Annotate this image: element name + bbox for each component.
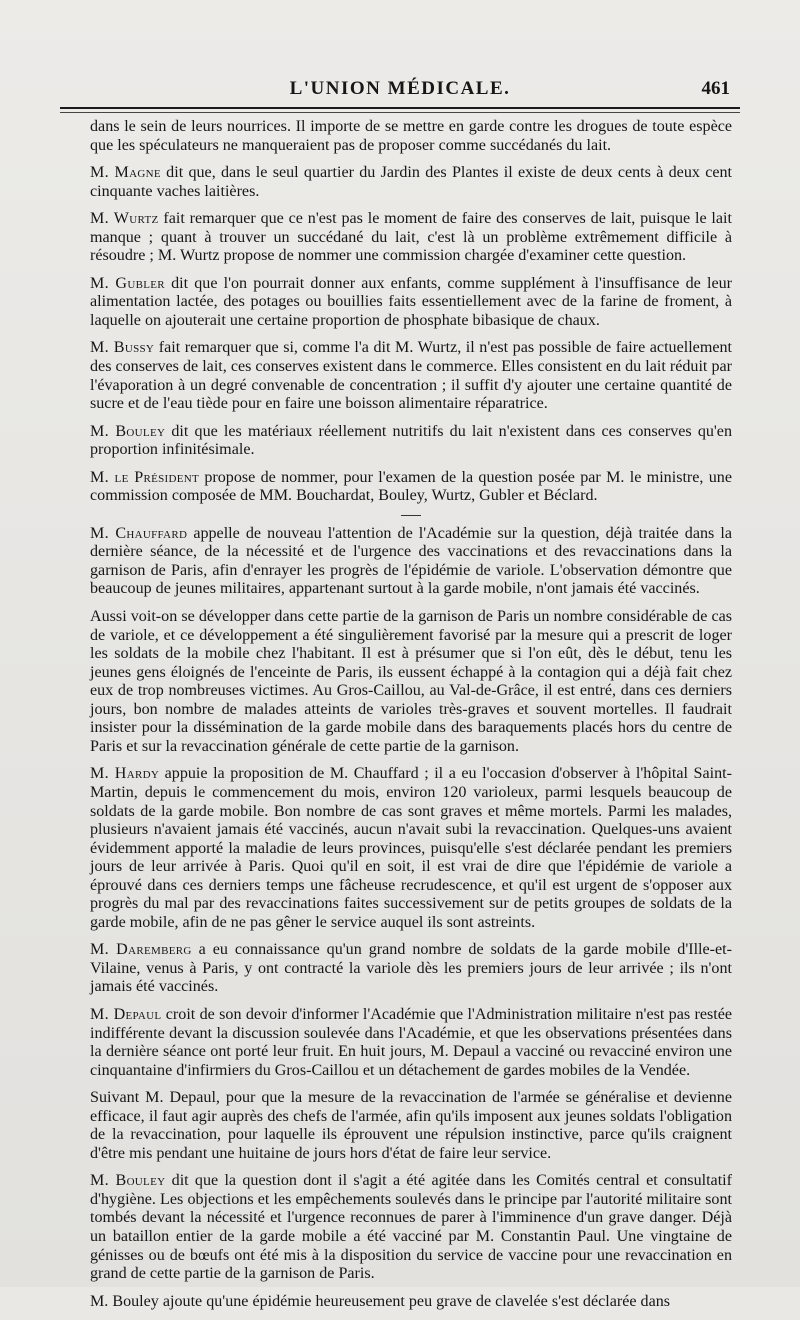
speaker-name: M. Magne [90,164,161,182]
paragraph [90,1006,732,1080]
speaker-name: M. Daremberg [90,941,192,959]
paragraph-text: propose de nommer, pour l'examen de la question posée par M. le ministre, une commission composée de MM. Bouchardat, Bouley, Wurtz, Gubler et Béclard. [90,468,733,505]
speaker-name: M. Gubler [90,274,165,292]
paragraph-text: dit que les matériaux réellement nutritifs du lait n'existent dans ces conserves qu'en proportion infinitésimale. [90,422,732,459]
page-header [60,78,740,104]
speaker-name: M. Chauffard [90,524,188,542]
speaker-name: M. Wurtz [90,210,159,228]
speaker-name: M. Bouley [90,1172,166,1190]
paragraph-text: Suivant M. Depaul, pour que la mesure de la revaccination de l'armée se généralise et devienne efficace, il faut agir auprès des chefs de l'armée, afin qu'ils imposent aux jeunes soldats l'obligation de la revaccination, pour laquelle ils éprouvent une répulsion instinctive, parce qu'ils craignent d'être mis pendant une huitaine de jours hors d'état de faire leur service. [90,1089,732,1162]
paragraph-text: a eu connaissance qu'un grand nombre de soldats de la garde mobile d'Ille-et-Vilaine, venus à Paris, y ont contracté la variole dès les premiers jours de leur arrivée ; ils n'ont jamais été vaccinés. [90,941,733,996]
paragraph-text: appuie la proposition de M. Chauffard ; il a eu l'occasion d'observer à l'hôpital Saint-Martin, depuis le commencement du mois, environ 120 varioleux, parmi lesquels beaucoup de soldats de la garde mobile. Bon nombre de cas sont graves et même mortels. Parmi les malades, plusieurs n'avaient jamais été vaccinés, aucun n'avait subi la revaccination. Quelques-uns avaient évidemment apporté la maladie de leurs provinces, puisqu'elle s'est déclarée pendant les premiers jours de leur arrivée à Paris. Quoi qu'il en soit, il est vrai de dire que l'épidémie de variole a éprouvé dans ces derniers temps une fâcheuse recrudescence, et qu'il est urgent de s'opposer aux progrès du mal par des revaccinations faites successivement sur de petits groupes de soldats de la garde mobile, afin de ne pas gêner le service auquel ils sont astreints. [90,765,732,931]
paragraph [90,1089,732,1163]
speaker-name: M. Depaul [90,1005,162,1023]
paragraph-text: fait remarquer que si, comme l'a dit M. Wurtz, il n'est pas possible de faire actuellement des conserves de lait, ces conserves existent dans le commerce. Elles consistent en du lait réduit par l'évaporation à un degré convenable de concentration ; il suffit d'y ajouter une certaine quantité de sucre et de l'eau tiède pour en faire une boisson alimentaire réparatrice. [90,339,732,413]
paragraph-text: dit que l'on pourrait donner aux enfants, comme supplément à l'insuffisance de leur alimentation lactée, des potages ou bouillies faits essentiellement avec de la farine de froment, à laquelle on ajouterait une certaine proportion de phosphate bibasique de chaux. [90,274,732,329]
paragraph-text: dit que, dans le seul quartier du Jardin des Plantes il existe de deux cents à deux cent cinquante vaches laitières. [90,164,733,200]
section-separator [401,515,421,516]
paragraph [90,941,732,997]
paragraph [90,1293,732,1312]
paragraph [90,608,732,756]
paragraph [90,164,732,201]
paragraph [90,118,732,155]
running-title: L'UNION MÉDICALE. [289,78,511,99]
speaker-name: M. Bussy [90,339,155,357]
paragraph [90,1172,732,1283]
paragraph-text: fait remarquer que ce n'est pas le moment de faire des conserves de lait, puisque le lait manque ; quant à trouver un succédané du lait, c'est là un problème extrêmement difficile à résoudre ; M. Wurtz propose de nommer une commission chargée d'examiner cette question. [90,210,732,265]
paragraph [90,469,732,506]
paragraph [90,765,732,932]
paragraph [90,275,732,331]
paragraph-text: appelle de nouveau l'attention de l'Académie sur la question, déjà traitée dans la dernière séance, de la nécessité et de l'urgence des vaccinations et des revaccinations dans la garnison de Paris, afin d'enrayer les progrès de l'épidémie de variole. L'observation démontre que beaucoup de jeunes militaires, appartenant surtout à la garde mobile, n'ont jamais été vaccinés. [90,524,732,598]
paragraph-text: Aussi voit-on se développer dans cette partie de la garnison de Paris un nombre considérable de cas de variole, et ce développement a été singulièrement favorisé par la mesure qui a prescrit de loger les soldats de la mobile chez l'habitant. Il est à présumer que si l'on eût, dès le début, tenu les jeunes gens éloignés de l'enceinte de Paris, ils eussent échappé à la contagion qui a déjà fait chez eux de trop nombreuses victimes. Au Gros-Caillou, au Val-de-Grâce, il est entré, dans ces derniers jours, bon nombre de malades atteints de varioles très-graves et souvent mortelles. Il faudrait insister pour la dissémination de la garde mobile dans des baraquements placés hors du centre de Paris et sur la revaccination générale de cette partie de la garnison. [90,608,732,755]
paragraph [90,525,732,599]
speaker-name: M. Hardy [90,765,160,783]
paragraph-text: dit que la question dont il s'agit a été agitée dans les Comités central et consultatif d'hygiène. Les objections et les empêchements soulevés dans le principe par l'autorité militaire sont tombés devant la nécessité et l'urgence reconnues de parer à l'imminence d'un grave danger. Déjà un bataillon entier de la garde mobile a été vacciné par M. Constantin Paul. Une vingtaine de génisses ou de bœufs ont été mis à la disposition du service de vaccine pour une revaccination en grand de cette partie de la garnison de Paris. [90,1172,733,1283]
paragraph-text: dans le sein de leurs nourrices. Il importe de se mettre en garde contre les drogues de toute espèce que les spéculateurs ne manqueraient pas de proposer comme succédanés du lait. [90,118,732,154]
page-number: 461 [701,78,730,99]
paragraph [90,423,732,460]
paragraph-text: M. Bouley ajoute qu'une épidémie heureusement peu grave de clavelée s'est déclarée dans [90,1292,671,1310]
paragraph-text: croit de son devoir d'informer l'Académie que l'Administration militaire n'est pas restée indifférente devant la discussion soulevée dans l'Académie, et que les observations présentées dans la dernière séance ont porté leur fruit. En huit jours, M. Depaul a vacciné ou revacciné environ une cinquantaine d'infirmiers du Gros-Caillou et un détachement de gardes mobiles de la Vendée. [90,1005,732,1079]
header-rule [60,107,740,109]
body-text [90,118,732,1320]
speaker-name: M. le Président [90,468,200,486]
header-rule-thin [60,112,740,113]
speaker-name: M. Bouley [90,422,166,440]
paragraph [90,339,732,413]
paragraph [90,210,732,266]
